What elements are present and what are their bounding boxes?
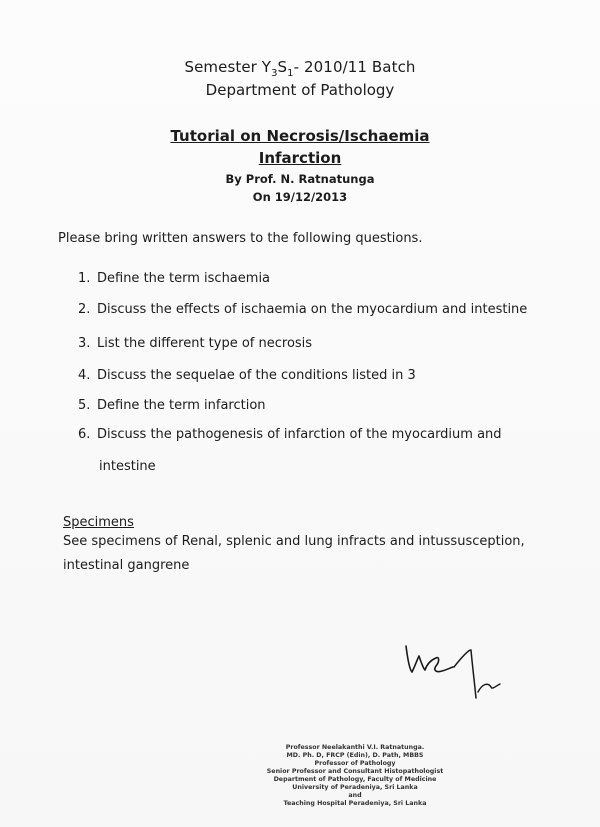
- question-number: 2.: [78, 302, 91, 317]
- semester-sub-year: 3: [271, 68, 278, 79]
- instructions: Please bring written answers to the following questions.: [58, 231, 423, 246]
- semester-sub-sem: 1: [287, 68, 294, 79]
- stamp-line: MD. Ph. D, FRCP (Edin), D. Path, MBBS: [286, 752, 424, 759]
- question-item: [78, 302, 527, 317]
- question-continuation: intestine: [99, 459, 156, 474]
- question-item: [78, 336, 312, 351]
- handwritten-signature: [398, 632, 528, 712]
- question-number: 6.: [78, 427, 91, 442]
- tutorial-date: On 19/12/2013: [252, 190, 348, 204]
- stamp-line: University of Peradeniya, Sri Lanka: [292, 784, 418, 791]
- question-text: Discuss the pathogenesis of infarction of the myocardium and: [97, 427, 502, 442]
- question-number: 3.: [78, 336, 91, 351]
- tutorial-author: By Prof. N. Ratnatunga: [225, 172, 375, 186]
- question-text: Discuss the effects of ischaemia on the myocardium and intestine: [97, 302, 528, 317]
- tutorial-subtitle: Infarction: [258, 149, 342, 167]
- department-line: Department of Pathology: [205, 81, 395, 99]
- tutorial-title: Tutorial on Necrosis/Ischaemia: [170, 127, 430, 145]
- question-number: 1.: [78, 271, 91, 286]
- stamp-line: Senior Professor and Consultant Histopathologist: [266, 768, 444, 775]
- stamp-line: Professor of Pathology: [314, 760, 396, 767]
- question-number: 4.: [78, 368, 91, 383]
- question-text: Define the term ischaemia: [97, 271, 271, 286]
- question-number: 5.: [78, 398, 91, 413]
- stamp-line: and: [348, 792, 362, 799]
- specimens-line-1: See specimens of Renal, splenic and lung infracts and intussusception,: [63, 534, 525, 549]
- question-item: [78, 368, 416, 383]
- semester-suffix: - 2010/11 Batch: [293, 58, 416, 76]
- professor-stamp: [240, 744, 470, 808]
- question-text: List the different type of necrosis: [97, 336, 313, 351]
- question-item: [78, 398, 266, 413]
- stamp-line: Department of Pathology, Faculty of Medicine: [273, 776, 437, 783]
- specimens-heading: Specimens: [63, 515, 134, 530]
- question-text: Discuss the sequelae of the conditions listed in 3: [97, 368, 416, 383]
- semester-line: [0, 58, 600, 79]
- stamp-line: Teaching Hospital Peradeniya, Sri Lanka: [283, 800, 427, 807]
- question-item: [78, 427, 502, 442]
- stamp-line: Professor Neelakanthi V.I. Ratnatunga.: [285, 744, 425, 751]
- specimens-line-2: intestinal gangrene: [63, 558, 190, 573]
- question-item: [78, 271, 270, 286]
- semester-prefix: Semester Y: [184, 58, 272, 76]
- semester-mid: S: [277, 58, 288, 76]
- question-text: Define the term infarction: [97, 398, 266, 413]
